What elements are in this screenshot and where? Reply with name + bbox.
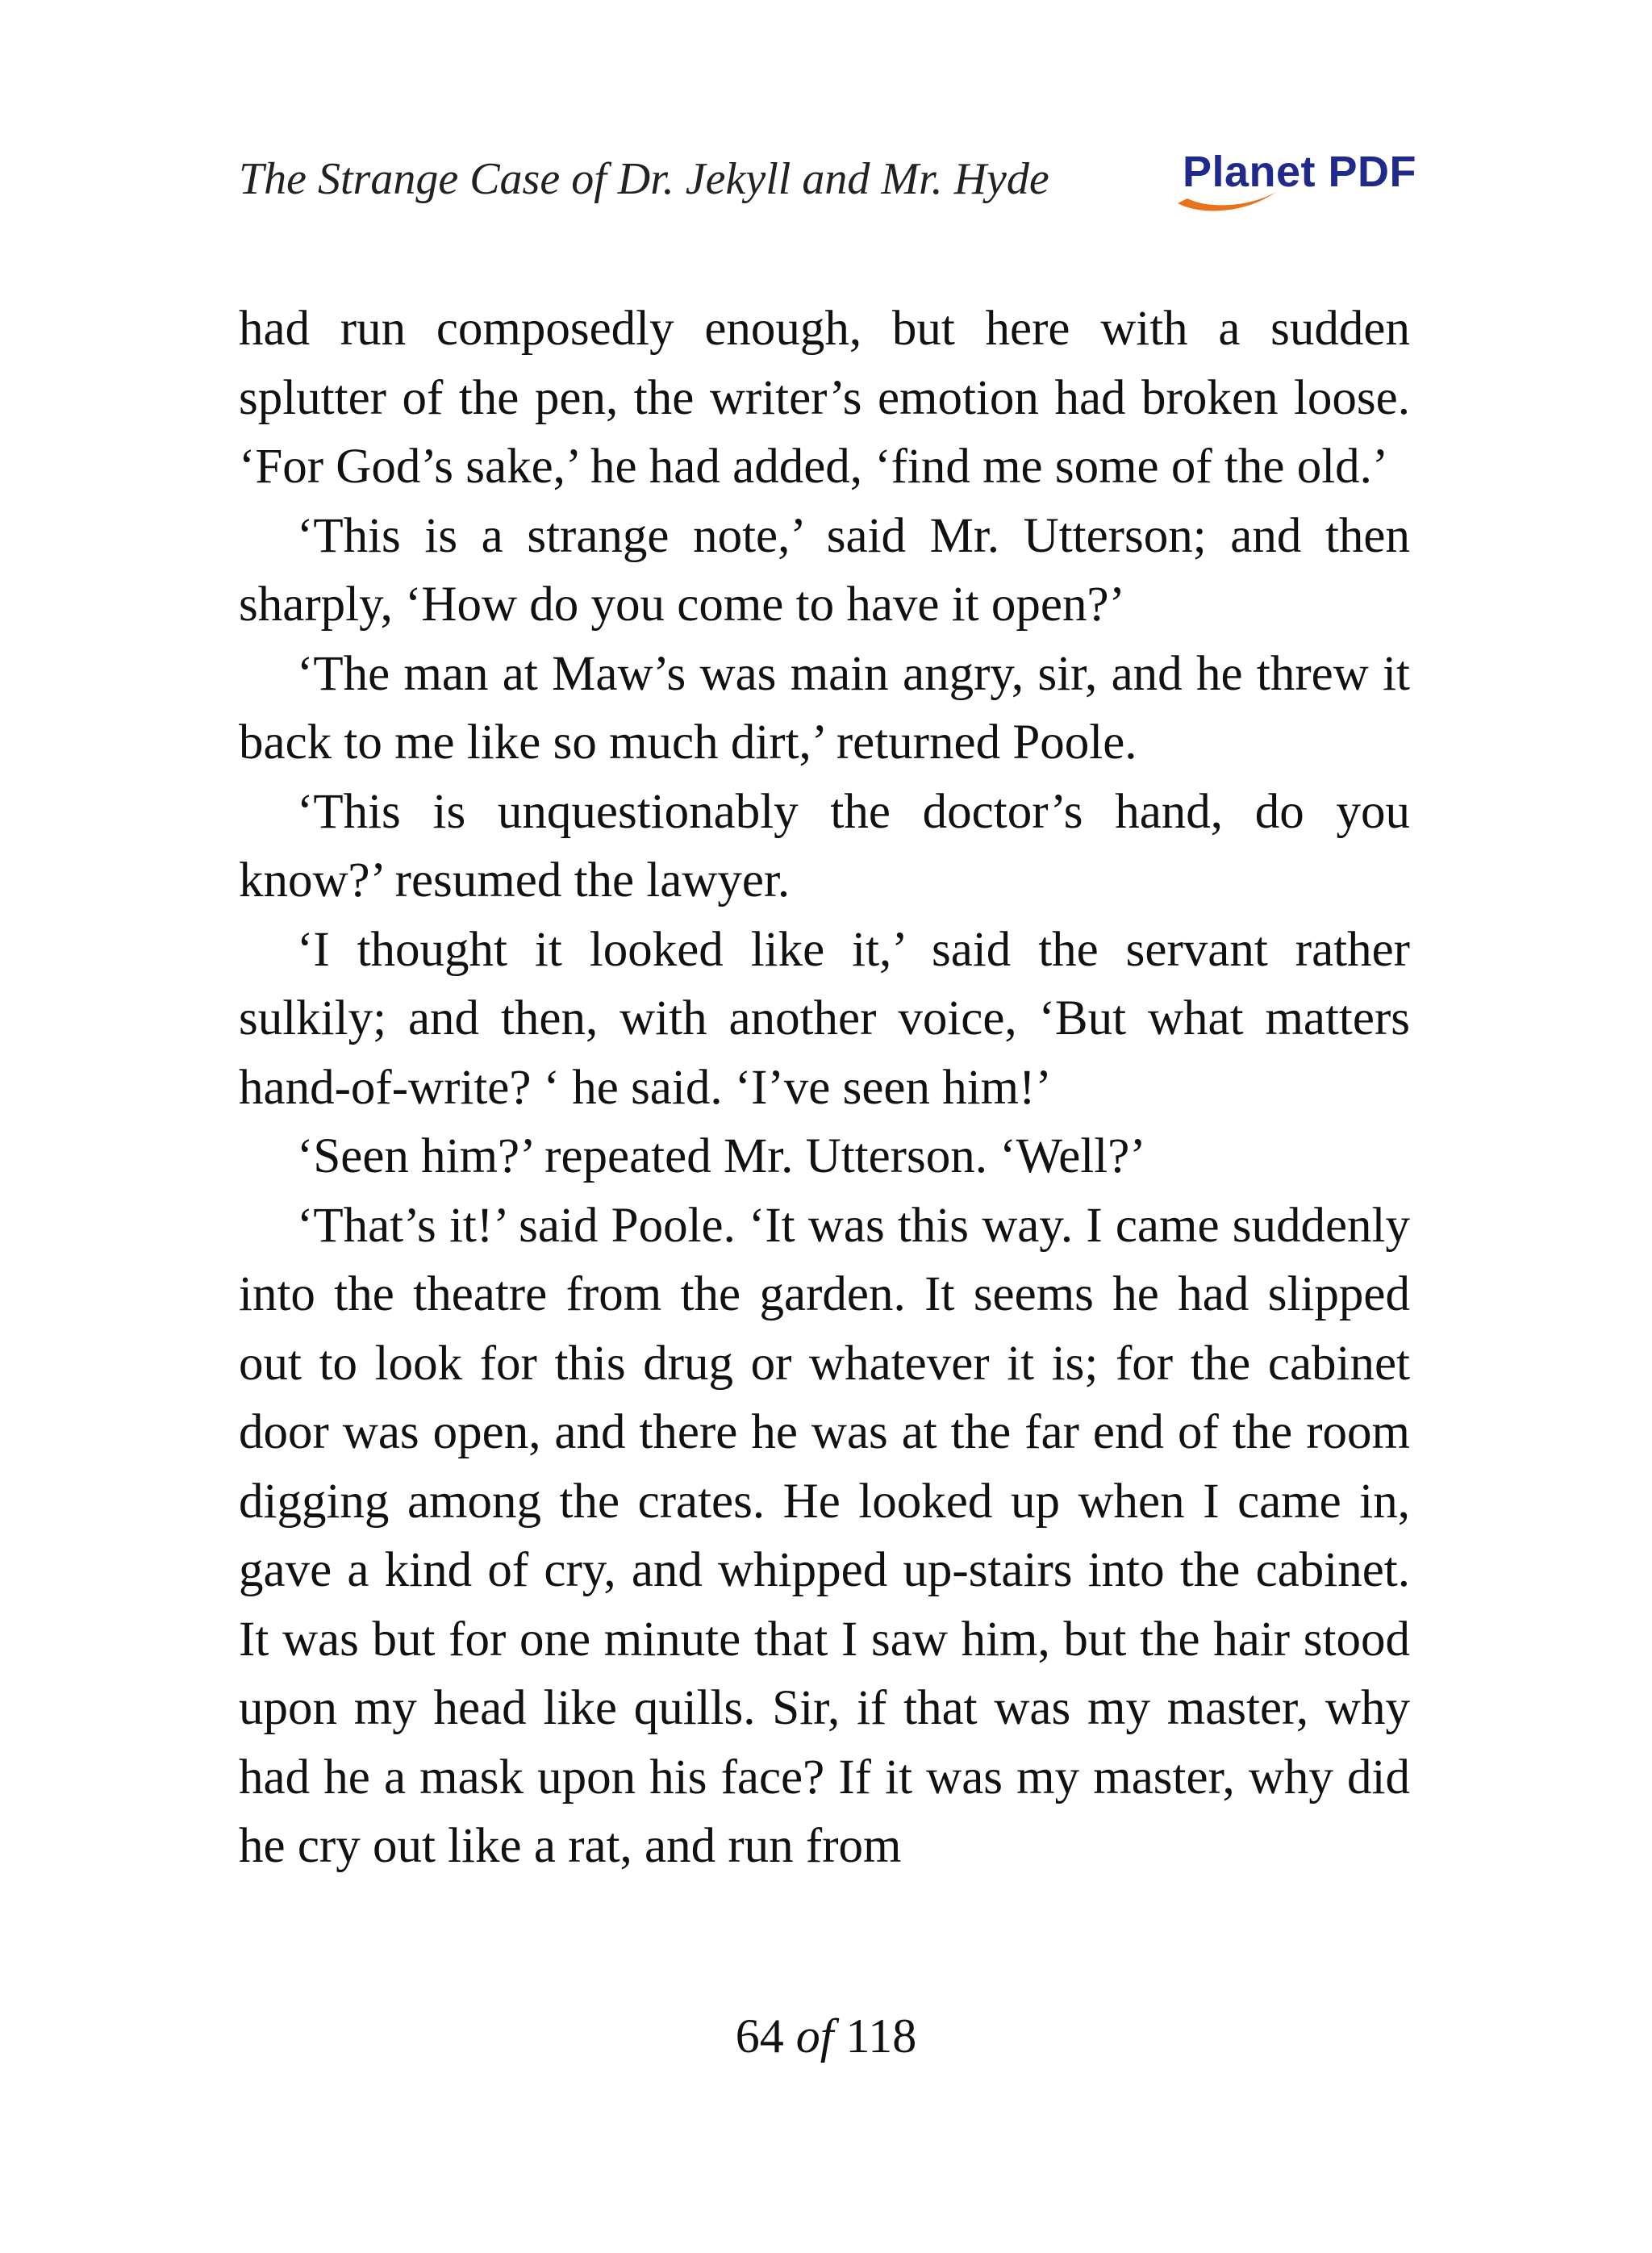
book-title: The Strange Case of Dr. Jekyll and Mr. Hyde — [239, 154, 1049, 204]
page-number — [0, 2009, 1652, 2064]
paragraph: ‘I thought it looked like it,’ said the servant rather sulkily; and then, with another voice, ‘But what matters hand-of-write? ‘ he said. ‘I’ve seen him!’ — [239, 922, 1410, 1115]
paragraph: had run composedly enough, but here with a sudden splutter of the pen, the writer’s emotion had broken loose. ‘For God’s sake,’ he had added, ‘find me some of the old.’ — [239, 302, 1410, 494]
current-page: 64 — [735, 2009, 784, 2063]
paragraph: ‘This is a strange note,’ said Mr. Utterson; and then sharply, ‘How do you come to have it open?’ — [239, 508, 1410, 632]
paragraph: ‘That’s it!’ said Poole. ‘It was this way. I came suddenly into the theatre from the garden. It seems he had slipped out to look for this drug or whatever it is; for the cabinet door was open, and there he was at the far end of the room digging among the crates. He looked up when I came in, gave a kind of cry, and whipped up-stairs into the cabinet. It was but for one minute that I saw him, but the hair stood upon my head like quills. Sir, if that was my master, why had he a mask upon his face? If it was my master, why did he cry out like a rat, and run from — [239, 1198, 1410, 1873]
page-of-label: of — [795, 2009, 834, 2063]
paragraph: ‘This is unquestionably the doctor’s hand, do you know?’ resumed the lawyer. — [239, 784, 1410, 907]
paragraph: ‘Seen him?’ repeated Mr. Utterson. ‘Well?’ — [297, 1129, 1146, 1183]
body-text — [239, 294, 1410, 1881]
total-pages: 118 — [845, 2009, 917, 2063]
logo-text: Planet PDF — [1182, 148, 1416, 196]
paragraph: ‘The man at Maw’s was main angry, sir, and he threw it back to me like so much dirt,’ returned Poole. — [239, 646, 1410, 770]
page-header — [239, 145, 1416, 218]
planet-pdf-logo — [1166, 145, 1416, 218]
